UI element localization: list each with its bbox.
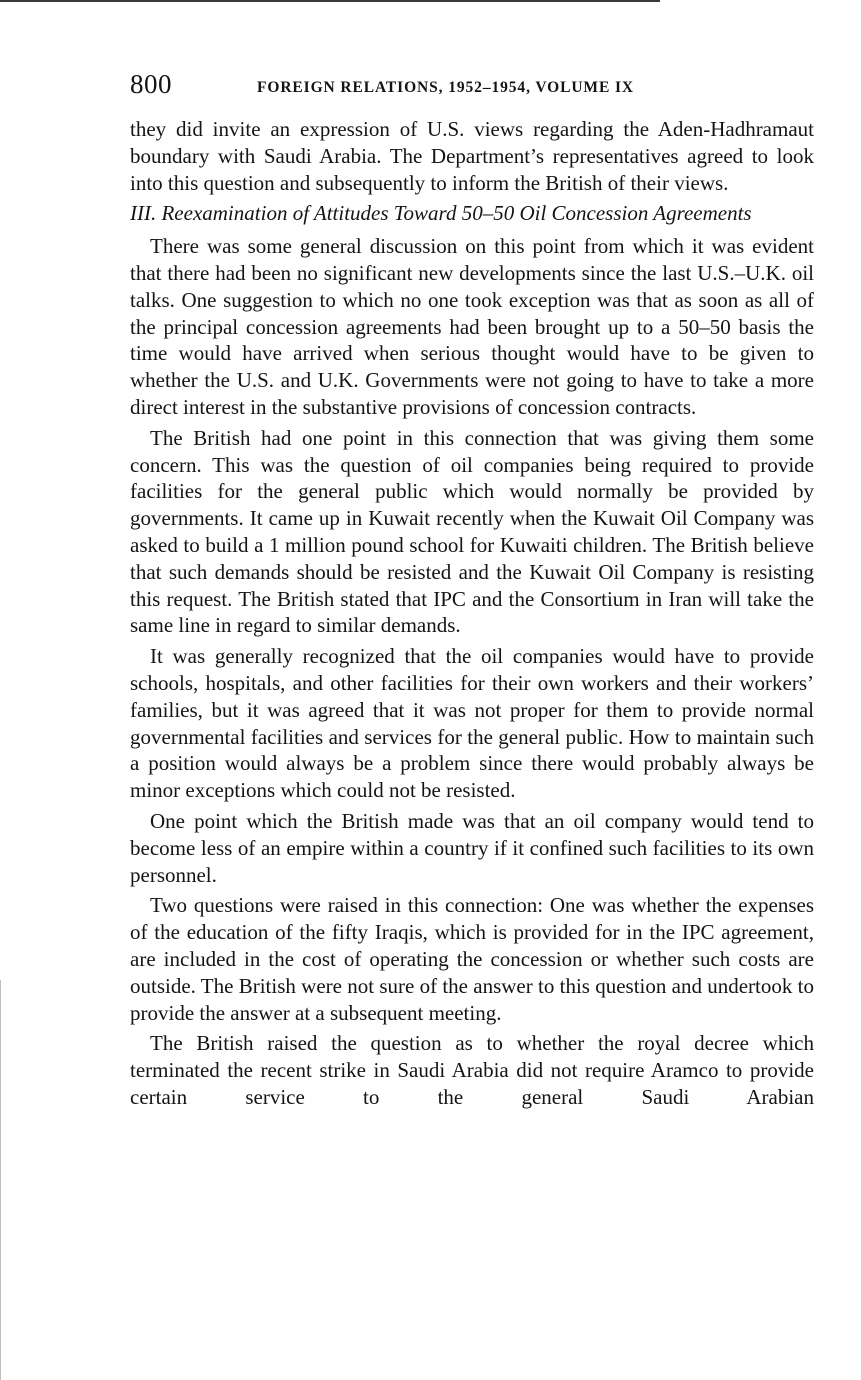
running-head (130, 66, 814, 106)
paragraph: One point which the British made was that an oil company would tend to become less of an empire within a country if it confined such facilities to its own personnel. (130, 808, 814, 887)
paragraph: Two questions were raised in this connection: One was whether the expenses of the education of the fifty Iraqis, which is provided for in the IPC agreement, are included in the cost of operating the concession or whether such costs are outside. The British were not sure of the answer to this question and undertook to provide the answer at a subsequent meeting. (130, 893, 814, 1025)
document-body (130, 116, 814, 1115)
paragraph: There was some general discussion on this point from which it was evident that there had been no significant new developments since the last U.S.–U.K. oil talks. One suggestion to which no one took exception was that as soon as all of the principal concession agreements had been brought up to a 50–50 basis the time would have arrived when serious thought would have to be given to whether the U.S. and U.K. Governments were not going to have to take a more direct interest in the substantive provisions of concession contracts. (130, 234, 814, 419)
paragraph-continues: The British raised the question as to whether the royal decree which terminated the recent strike in Saudi Arabia did not require Aramco to provide certain service to the general Saudi Arabian (130, 1031, 814, 1109)
running-head-title: FOREIGN RELATIONS, 1952–1954, VOLUME IX (257, 79, 634, 96)
scan-edge-top (0, 0, 660, 2)
page-number: 800 (130, 69, 172, 99)
paragraph: It was generally recognized that the oil companies would have to provide schools, hospitals, and other facilities for their own workers and their workers’ families, but it was agreed that it was not proper for them to provide normal governmental facilities and services for the general public. How to maintain such a position would always be a problem since there would probably always be minor exceptions which could not be resisted. (130, 644, 814, 803)
scan-edge-left (0, 980, 1, 1380)
paragraph: The British had one point in this connection that was giving them some concern. This was the question of oil companies being required to provide facilities for the general public which would normally be provided by governments. It came up in Kuwait recently when the Kuwait Oil Company was asked to build a 1 million pound school for Kuwaiti children. The British believe that such demands should be resisted and the Kuwait Oil Company is resisting this request. The British stated that IPC and the Consortium in Iran will take the same line in regard to similar demands. (130, 425, 814, 638)
section-heading: III. Reexamination of Attitudes Toward 50–50 Oil Concession Agreements (130, 201, 752, 226)
paragraph-continued: they did invite an expression of U.S. views regarding the Aden-Hadhramaut boundary with Saudi Arabia. The Department’s representatives agreed to look into this question and subsequently to inform the British of their views. (130, 117, 814, 195)
